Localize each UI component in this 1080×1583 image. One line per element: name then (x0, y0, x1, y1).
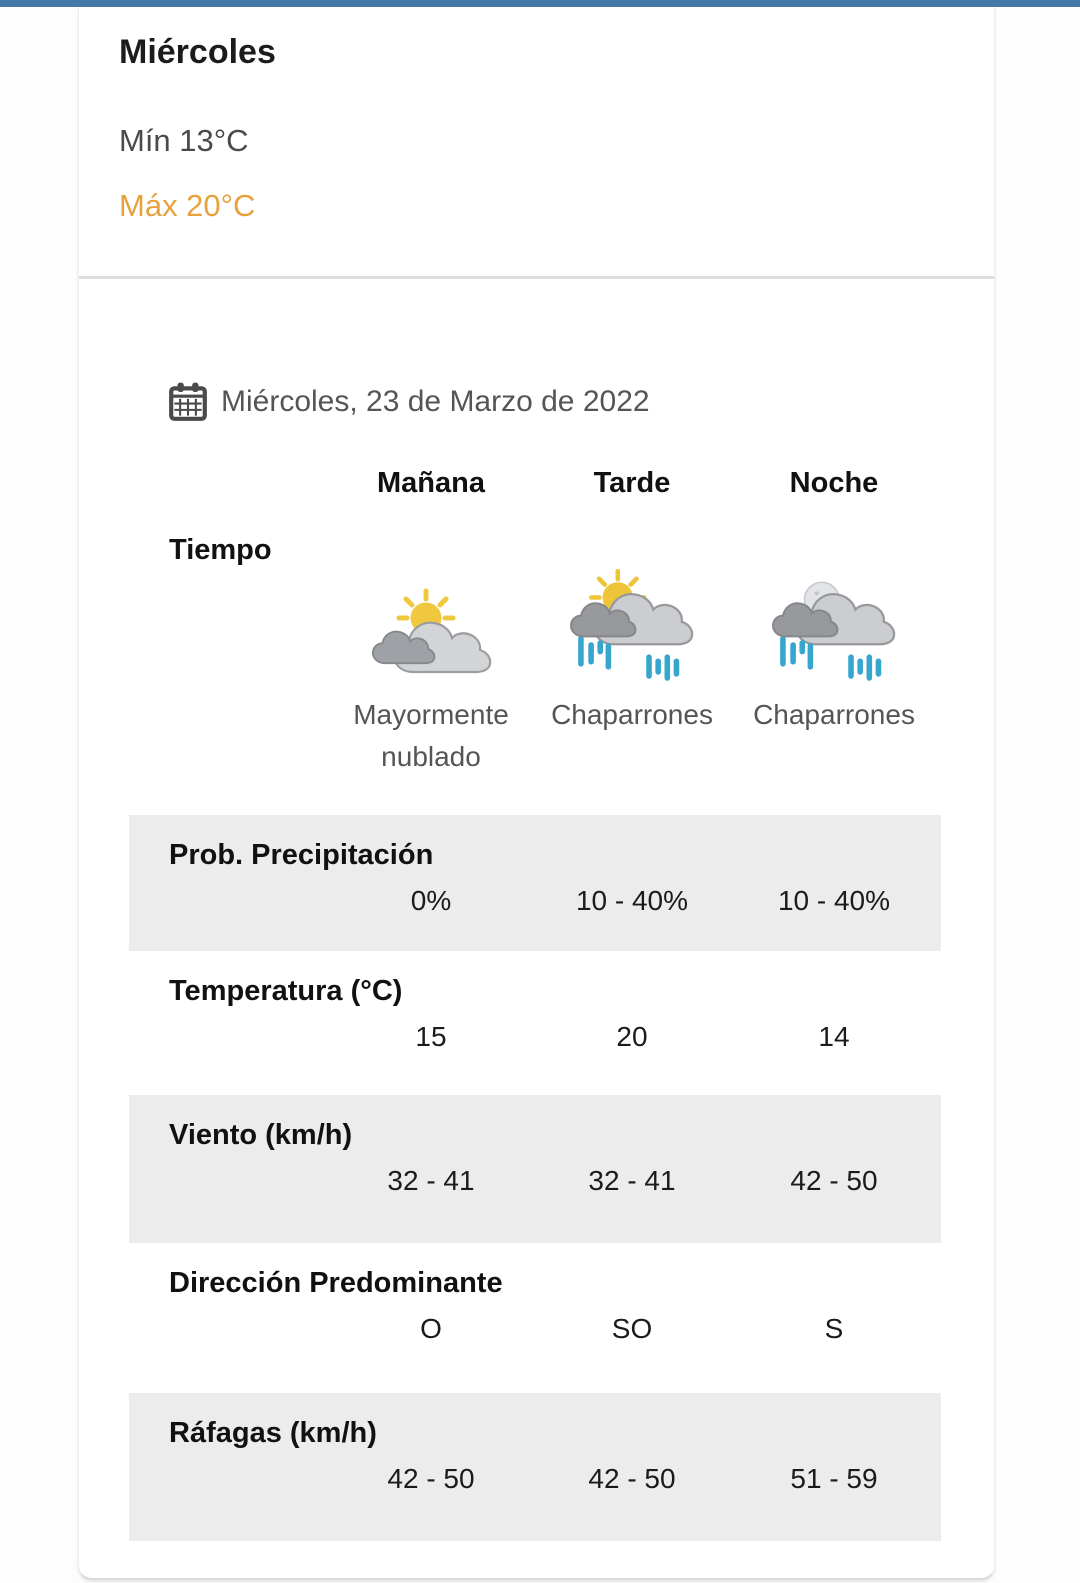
date-heading-row (167, 381, 650, 423)
table-row-direccion (129, 1243, 941, 1393)
row-label: Viento (km/h) (169, 1119, 353, 1151)
calendar-icon (167, 381, 209, 423)
condition-label-manana: Mayormente nublado (353, 699, 509, 772)
column-header-manana: Mañana (377, 467, 485, 499)
temp-noche: 14 (818, 1021, 850, 1052)
condition-label-noche: Chaparrones (753, 699, 915, 730)
date-heading: Miércoles, 23 de Marzo de 2022 (221, 385, 650, 418)
column-header-noche: Noche (789, 467, 879, 499)
direccion-noche: S (824, 1313, 844, 1344)
row-label: Dirección Predominante (169, 1267, 503, 1299)
precip-manana: 0% (410, 885, 452, 916)
rafagas-manana: 42 - 50 (387, 1463, 475, 1494)
row-label: Temperatura (°C) (169, 975, 403, 1007)
max-temperature: Máx 20°C (119, 188, 256, 223)
forecast-card (78, 7, 995, 1580)
rafagas-noche: 51 - 59 (790, 1463, 878, 1494)
row-label: Prob. Precipitación (169, 839, 434, 871)
row-label: Ráfagas (km/h) (169, 1417, 377, 1449)
table-row-rafagas (129, 1393, 941, 1541)
table-row-viento (129, 1095, 941, 1243)
section-divider (79, 276, 994, 279)
rain-showers-night-icon (734, 570, 934, 690)
min-temperature: Mín 13°C (119, 123, 249, 158)
table-row-precipitacion (129, 815, 941, 951)
viento-noche: 42 - 50 (790, 1165, 878, 1196)
precip-noche: 10 - 40% (777, 885, 891, 916)
table-row-temperatura (129, 951, 941, 1095)
day-title[interactable]: Miércoles (119, 33, 276, 71)
rafagas-tarde: 42 - 50 (588, 1463, 676, 1494)
viento-manana: 32 - 41 (387, 1165, 475, 1196)
viento-tarde: 32 - 41 (588, 1165, 676, 1196)
precip-tarde: 10 - 40% (575, 885, 689, 916)
condition-label-tarde: Chaparrones (551, 699, 713, 730)
mostly-cloudy-day-icon (331, 570, 531, 690)
weather-row-label: Tiempo (169, 534, 272, 566)
temp-tarde: 20 (616, 1021, 648, 1052)
direccion-tarde: SO (611, 1313, 653, 1344)
column-header-tarde: Tarde (593, 467, 671, 499)
top-accent-bar (0, 0, 1080, 7)
temp-manana: 15 (415, 1021, 447, 1052)
direccion-manana: O (420, 1313, 442, 1344)
rain-showers-day-icon (532, 570, 732, 690)
